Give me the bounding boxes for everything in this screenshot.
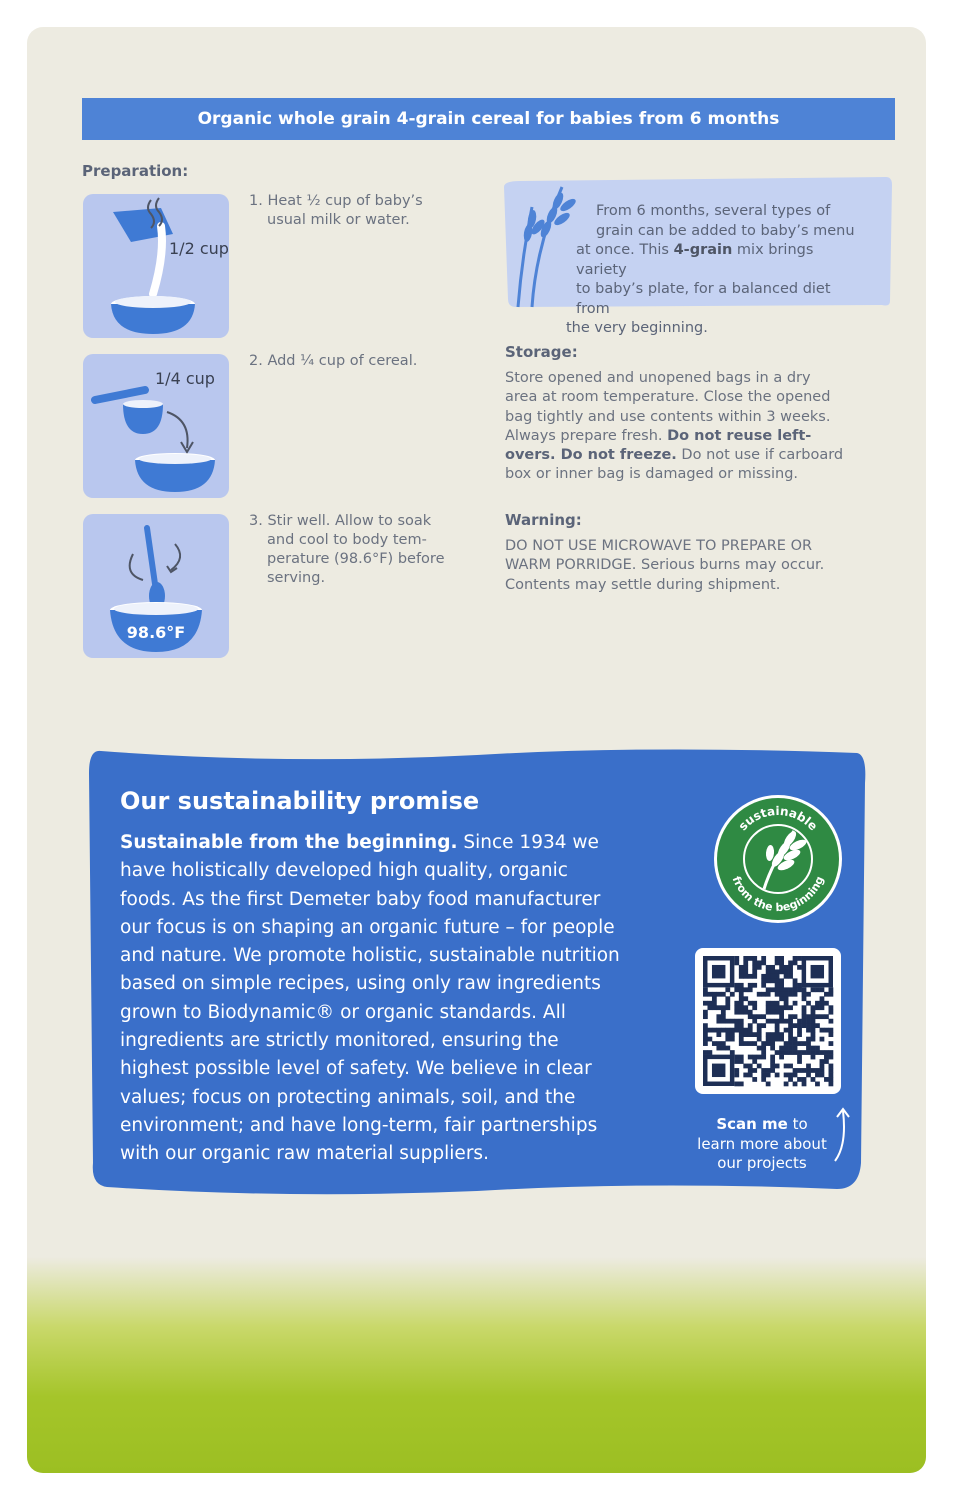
qr-code-icon bbox=[695, 948, 841, 1094]
warning-heading: Warning: bbox=[505, 511, 582, 529]
up-arrow-icon bbox=[829, 1105, 857, 1165]
stir-spoon-icon bbox=[83, 514, 229, 658]
product-title: Organic whole grain 4-grain cereal for babies from 6 months bbox=[197, 109, 780, 129]
sustainable-badge-icon bbox=[712, 793, 844, 925]
measuring-cup-icon bbox=[83, 354, 229, 498]
svg-text:sustainable: sustainable bbox=[735, 803, 821, 834]
step-1-text: 1. Heat ½ cup of baby’s usual milk or water. bbox=[249, 193, 423, 228]
green-band bbox=[27, 1257, 926, 1473]
sustainability-title: Our sustainability promise bbox=[120, 787, 480, 815]
step-3-illustration bbox=[83, 514, 229, 658]
scan-me-text: Scan me to learn more about our projects bbox=[697, 1115, 827, 1172]
sustainability-body: Sustainable from the beginning. Since 1934 we have holistically developed high quality, organic foods. As the first Demeter baby food manufacturer our focus is on shaping an organic future – for people and nature. We promote holistic, sustainable nutrition based on simple recipes, using only raw ingredients grown to Biodynamic® or organic standards. All ingredients are strictly monitored, ensuring the highest possible level of safety. We believe in clear values; focus on protecting animals, soil, and the environment; and have long-term, fair partnerships with our organic raw material suppliers. bbox=[120, 832, 620, 1165]
svg-text:98.6°F: 98.6°F bbox=[126, 623, 186, 642]
storage-text: Store opened and unopened bags in a dry area at room temperature. Close the opened bag tightly and use contents within 3 weeks. Always prepare fresh. Do not reuse left- overs. Do not freeze. Do not use if carboard box or inner bag is damaged or missing. bbox=[505, 370, 844, 483]
step-2-illustration bbox=[83, 354, 229, 498]
preparation-heading: Preparation: bbox=[82, 162, 189, 180]
svg-text:1/2 cup: 1/2 cup bbox=[169, 239, 229, 258]
step-1-illustration bbox=[83, 194, 229, 338]
step-3-text: 3. Stir well. Allow to soak and cool to body tem- perature (98.6°F) before serving. bbox=[249, 513, 445, 586]
warning-text: DO NOT USE MICROWAVE TO PREPARE OR WARM PORRIDGE. Serious burns may occur. Contents may settle during shipment. bbox=[505, 538, 825, 593]
package-panel bbox=[27, 27, 926, 1473]
svg-text:from the beginning: from the beginning bbox=[729, 874, 827, 915]
svg-text:1/4 cup: 1/4 cup bbox=[155, 369, 215, 388]
storage-heading: Storage: bbox=[505, 343, 578, 361]
qr-code[interactable] bbox=[695, 948, 841, 1094]
sustainability-panel bbox=[87, 743, 869, 1197]
grain-info-text: From 6 months, several types of grain can be added to baby’s menu at once. This 4-grain mix brings variety to baby’s plate, for a balanced diet from the very beginning. bbox=[566, 203, 855, 336]
step-2-text: 2. Add ¼ cup of cereal. bbox=[249, 353, 418, 369]
grain-info-box bbox=[502, 177, 892, 336]
product-title-bar bbox=[82, 98, 895, 140]
pour-milk-icon bbox=[83, 194, 229, 338]
